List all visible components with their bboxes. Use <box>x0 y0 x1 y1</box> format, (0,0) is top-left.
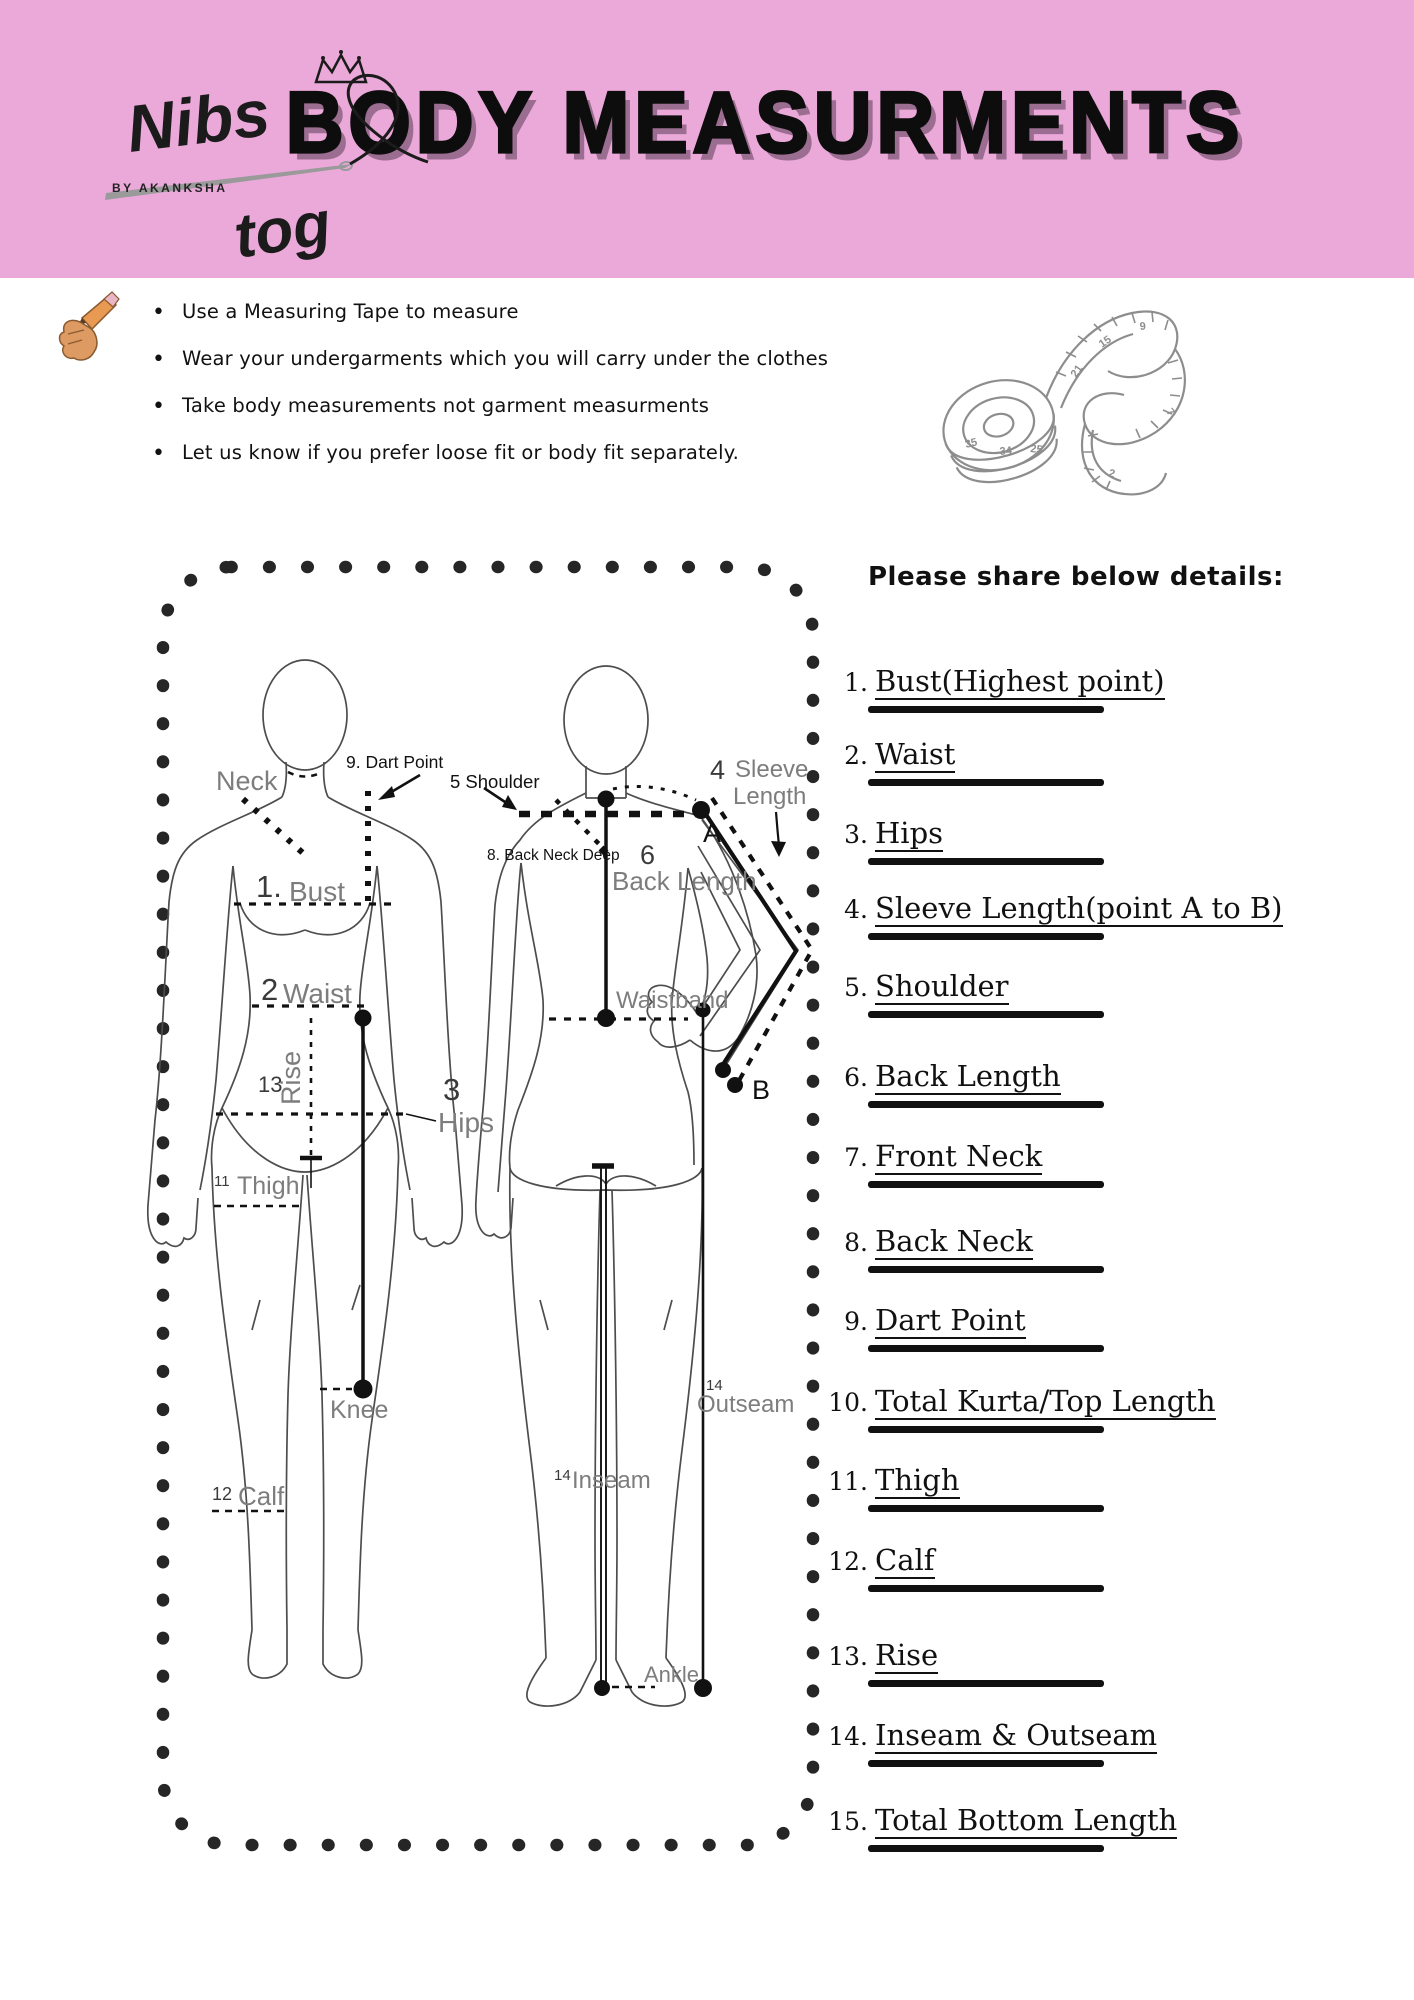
waist-number: 2 <box>261 972 279 1007</box>
details-heading: Please share below details: <box>868 562 1284 592</box>
tape-numbers <box>964 321 1177 481</box>
row-number: 15. <box>828 1807 868 1836</box>
neck-label: Neck <box>216 766 278 796</box>
row-number: 2. <box>844 741 868 770</box>
instruction-item: • Let us know if you prefer loose fit or body fit separately. <box>152 441 739 464</box>
row-number: 6. <box>844 1063 868 1092</box>
svg-text:21: 21 <box>1068 362 1086 380</box>
row-number: 1. <box>844 668 868 697</box>
row-label: Front Neck <box>875 1139 1043 1173</box>
bust-number: 1. <box>256 869 282 904</box>
figure-back-outline <box>476 666 798 1706</box>
row-label: Shoulder <box>875 969 1009 1003</box>
dart-point-label: 9. Dart Point <box>346 752 444 772</box>
hips-label: Hips <box>438 1107 495 1138</box>
row-label: Waist <box>875 737 956 771</box>
svg-text:25: 25 <box>1029 443 1044 457</box>
thigh-number: 11 <box>214 1173 230 1190</box>
svg-text:2: 2 <box>1107 467 1117 481</box>
row-label: Hips <box>875 816 944 850</box>
inseam-number: 14 <box>554 1467 571 1484</box>
svg-text:15: 15 <box>1096 333 1114 351</box>
inseam-label: Inseam <box>572 1467 651 1494</box>
back-length-label: Back Length <box>612 866 757 896</box>
knee-label: Knee <box>330 1396 389 1424</box>
bust-label: Bust <box>289 876 346 907</box>
row-label: Bust(Highest point) <box>875 664 1165 698</box>
page-title: BODY MEASURMENTS <box>285 74 1245 171</box>
row-number: 11. <box>828 1467 868 1496</box>
measuring-tape-illustration <box>933 311 1185 494</box>
row-label: Back Neck <box>875 1224 1033 1258</box>
row-label: Sleeve Length(point A to B) <box>875 891 1283 925</box>
sleeve-number: 4 <box>710 755 726 785</box>
logo-byline: BY AKANKSHA <box>112 181 228 195</box>
sleeve-label-line2: Length <box>733 783 807 810</box>
calf-number: 12 <box>212 1484 233 1504</box>
row-number: 12. <box>828 1547 868 1576</box>
row-label: Calf <box>875 1543 935 1577</box>
row-number: 9. <box>844 1307 868 1336</box>
row-number: 8. <box>844 1228 868 1257</box>
instruction-item: • Wear your undergarments which you will carry under the clothes <box>152 347 828 370</box>
row-label: Thigh <box>875 1463 960 1497</box>
point-b-label: B <box>752 1075 771 1105</box>
back-neck-deep-label: 8. Back Neck Deep <box>487 847 620 864</box>
shoulder-label: 5 Shoulder <box>450 771 540 792</box>
row-number: 3. <box>844 820 868 849</box>
waist-label: Waist <box>283 978 352 1009</box>
point-a-label: A <box>703 818 722 848</box>
outseam-number: 14 <box>706 1377 723 1394</box>
instruction-item: • Take body measurements not garment measurments <box>152 394 709 417</box>
figure-front-outline <box>148 660 462 1678</box>
figure-back-measure-marks <box>484 786 812 1697</box>
sleeve-label-line1: Sleeve <box>735 756 809 783</box>
logo-suffix: tog <box>229 188 336 272</box>
row-label: Total Bottom Length <box>875 1803 1178 1837</box>
row-label: Total Kurta/Top Length <box>875 1384 1216 1418</box>
ankle-label: Ankle <box>644 1662 700 1687</box>
rise-label: Rise <box>276 1050 306 1106</box>
row-number: 14. <box>828 1722 868 1751</box>
row-label: Dart Point <box>875 1303 1026 1337</box>
writing-hand-icon <box>60 292 120 360</box>
row-label: Inseam & Outseam <box>875 1718 1158 1752</box>
outseam-label: Outseam <box>697 1391 795 1418</box>
rise-number: 13 <box>258 1072 283 1097</box>
row-number: 13. <box>828 1642 868 1671</box>
row-number: 7. <box>844 1143 868 1172</box>
row-label: Rise <box>875 1638 939 1672</box>
row-number: 10. <box>828 1388 868 1417</box>
thread-swash <box>348 75 428 164</box>
row-label: Back Length <box>875 1059 1061 1093</box>
instruction-item: • Use a Measuring Tape to measure <box>152 300 519 323</box>
calf-label: Calf <box>238 1481 285 1511</box>
thigh-label: Thigh <box>237 1172 300 1200</box>
back-length-number: 6 <box>640 840 656 870</box>
logo-name: Nibs <box>122 75 274 166</box>
svg-text:35: 35 <box>963 436 979 451</box>
svg-text:9: 9 <box>1139 320 1147 333</box>
svg-text:7: 7 <box>1163 406 1177 419</box>
hips-number: 3 <box>443 1072 461 1107</box>
waistband-label: Waistband <box>616 987 729 1014</box>
row-number: 5. <box>844 973 868 1002</box>
svg-text:34: 34 <box>999 444 1013 458</box>
brand-logo <box>105 50 428 272</box>
row-number: 4. <box>844 895 868 924</box>
